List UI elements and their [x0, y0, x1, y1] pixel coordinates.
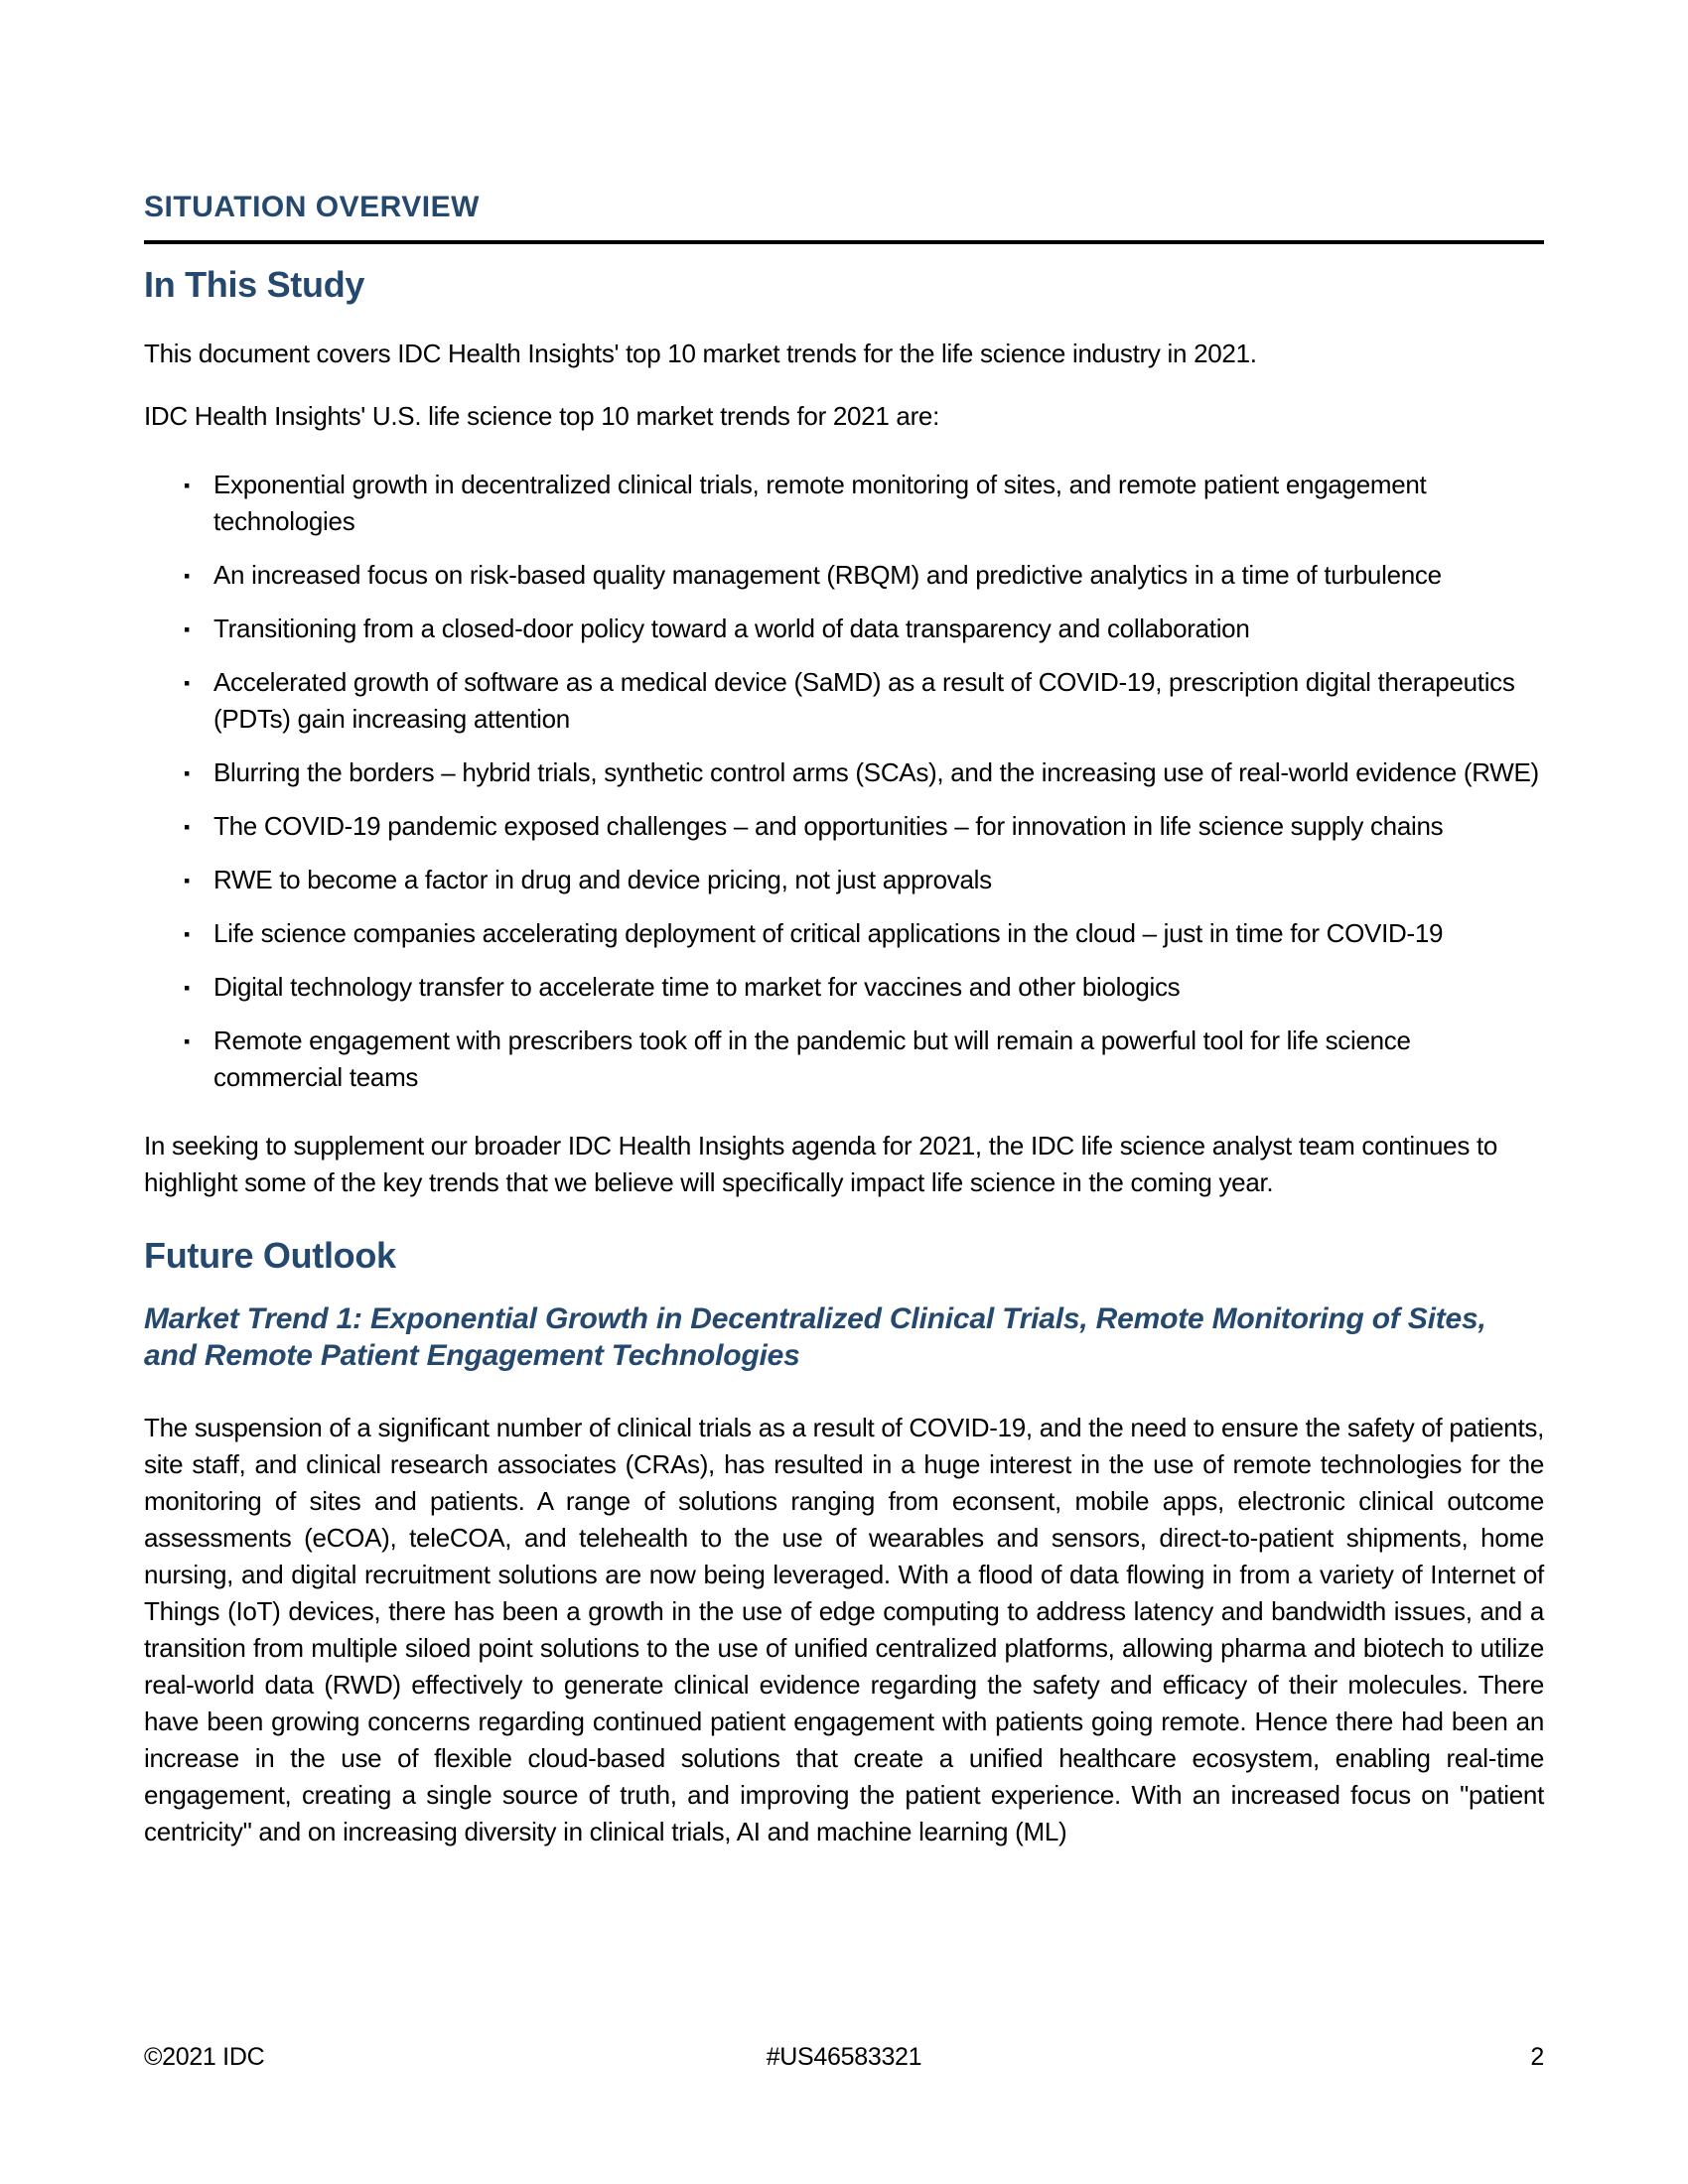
heading-in-this-study: In This Study	[144, 264, 365, 305]
square-bullet-icon: ▪	[184, 673, 191, 693]
heading-market-trend-1: Market Trend 1: Exponential Growth in Decentralized Clinical Trials, Remote Monitoring of Sites, and Remote Patient Engagement Technologies	[144, 1302, 1486, 1372]
intro-paragraph-1: This document covers IDC Health Insights' top 10 market trends for the life science industry in 2021.	[144, 339, 1257, 368]
bullet-text: Life science companies accelerating deployment of critical applications in the cloud – just in time for COVID-19	[213, 918, 1444, 948]
bullet-text: Blurring the borders – hybrid trials, synthetic control arms (SCAs), and the increasing use of real-world evidence (RWE)	[213, 757, 1539, 787]
bullet-text: Transitioning from a closed-door policy toward a world of data transparency and collaboration	[213, 614, 1250, 643]
footer-copyright: ©2021 IDC	[144, 2043, 265, 2071]
list-item	[144, 915, 1544, 952]
market-trend-1-paragraph: The suspension of a significant number of clinical trials as a result of COVID-19, and the need to ensure the safety of patients, site staff, and clinical research associates (CRAs), has resulted in a huge interest in the use of remote technologies for the monitoring of sites and patients. A range of solutions ranging from econsent, mobile apps, electronic clinical outcome assessments (eCOA), teleCOA, and telehealth to the use of wearables and sensors, direct-to-patient shipments, home nursing, and digital recruitment solutions are now being leveraged. With a flood of data flowing in from a variety of Internet of Things (IoT) devices, there has been a growth in the use of edge computing to address latency and bandwidth issues, and a transition from multiple siloed point solutions to the use of unified centralized platforms, allowing pharma and biotech to utilize real-world data (RWD) effectively to generate clinical evidence regarding the safety and efficacy of their molecules. There have been growing concerns regarding continued patient engagement with patients going remote. Hence there had been an increase in the use of flexible cloud-based solutions that create a unified healthcare ecosystem, enabling real-time engagement, creating a single source of truth, and improving the patient experience. With an increased focus on "patient centricity" and on increasing diversity in clinical trials, AI and machine learning (ML)	[144, 1413, 1544, 1846]
square-bullet-icon: ▪	[184, 619, 191, 639]
square-bullet-icon: ▪	[184, 566, 191, 586]
list-item	[144, 557, 1544, 594]
list-item	[144, 808, 1544, 845]
bullet-text: An increased focus on risk-based quality management (RBQM) and predictive analytics in a time of turbulence	[213, 560, 1442, 590]
bullet-text: RWE to become a factor in drug and device pricing, not just approvals	[213, 865, 992, 894]
footer-page-number: 2	[1530, 2043, 1544, 2071]
closing-paragraph: In seeking to supplement our broader IDC Health Insights agenda for 2021, the IDC life science analyst team continues to highlight some of the key trends that we believe will specifically impact life science in the coming year.	[144, 1131, 1498, 1197]
page-content	[144, 191, 1544, 1876]
list-item	[144, 862, 1544, 898]
square-bullet-icon: ▪	[184, 1031, 191, 1051]
list-item	[144, 1023, 1544, 1096]
bullet-text: Digital technology transfer to accelerate time to market for vaccines and other biologics	[213, 972, 1181, 1002]
list-item	[144, 969, 1544, 1006]
heading-future-outlook: Future Outlook	[144, 1235, 396, 1276]
list-item	[144, 754, 1544, 791]
trend-bullet-list	[144, 467, 1544, 1096]
square-bullet-icon: ▪	[184, 476, 191, 495]
intro-paragraph-2: IDC Health Insights' U.S. life science top 10 market trends for 2021 are:	[144, 401, 940, 431]
list-item	[144, 664, 1544, 738]
footer-document-id: #US46583321	[766, 2043, 922, 2071]
bullet-text: Remote engagement with prescribers took off in the pandemic but will remain a powerful tool for life science commercial teams	[213, 1025, 1411, 1092]
bullet-text: Accelerated growth of software as a medical device (SaMD) as a result of COVID-19, prescription digital therapeutics (PDTs) gain increasing attention	[213, 667, 1515, 734]
page-footer	[144, 2043, 1544, 2072]
square-bullet-icon: ▪	[184, 978, 191, 998]
bullet-text: Exponential growth in decentralized clinical trials, remote monitoring of sites, and remote patient engagement technologies	[213, 470, 1427, 536]
section-heading-situation-overview: SITUATION OVERVIEW	[144, 191, 480, 223]
bullet-text: The COVID-19 pandemic exposed challenges – and opportunities – for innovation in life science supply chains	[213, 811, 1444, 841]
square-bullet-icon: ▪	[184, 924, 191, 944]
list-item	[144, 467, 1544, 540]
section-divider-rule	[144, 240, 1544, 244]
square-bullet-icon: ▪	[184, 817, 191, 837]
square-bullet-icon: ▪	[184, 763, 191, 783]
square-bullet-icon: ▪	[184, 871, 191, 890]
list-item	[144, 611, 1544, 647]
